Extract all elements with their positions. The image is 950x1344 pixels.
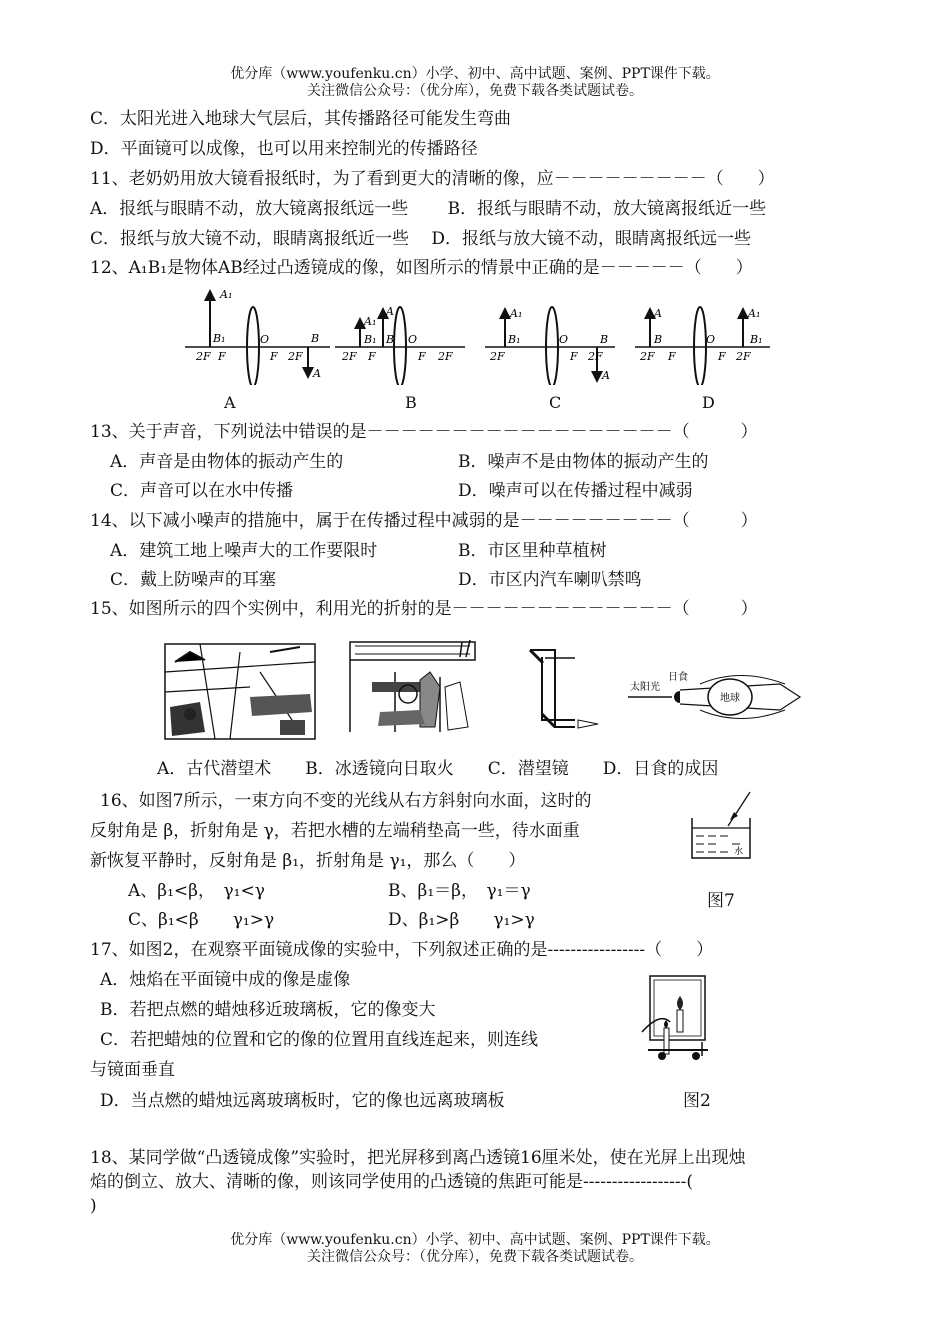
svg-text:B: B [386, 333, 395, 346]
header-line-1: 优分库（www.youfenku.cn）小学、初中、高中试题、案例、PPT课件下载。 [230, 66, 720, 82]
svg-text:2F: 2F [342, 350, 357, 363]
q10-option-d: D．平面镜可以成像，也可以用来控制光的传播路径 [90, 139, 478, 159]
lens-diagram-d [635, 307, 770, 385]
svg-text:地球: 地球 [720, 693, 740, 704]
svg-text:2F: 2F [288, 350, 303, 363]
svg-text:A: A [386, 305, 394, 318]
svg-text:B: B [311, 332, 320, 345]
periscope-diagram [530, 650, 598, 728]
svg-text:2F: 2F [588, 350, 603, 363]
q16-figure-caption: 图7 [707, 891, 735, 911]
svg-text:A: A [313, 367, 321, 380]
svg-text:B₁: B₁ [508, 333, 521, 346]
solar-eclipse-diagram [628, 670, 800, 719]
svg-text:O: O [260, 333, 270, 346]
q17-option-c-line-2: 与镜面垂直 [90, 1060, 175, 1080]
figure-7-water-tank [688, 788, 758, 863]
q14-option-a: A．建筑工地上噪声大的工作要限时 [110, 541, 378, 561]
svg-text:日食: 日食 [668, 672, 688, 683]
q16-option-b: B、β₁＝β， γ₁＝γ [388, 881, 531, 901]
q15-figures [0, 632, 950, 752]
svg-text:太阳光: 太阳光 [630, 682, 660, 693]
q14-option-d: D．市区内汽车喇叭禁鸣 [458, 570, 642, 590]
svg-text:2F: 2F [490, 350, 505, 363]
q11-options-ab: A．报纸与眼睛不动，放大镜离报纸远一些 B．报纸与眼睛不动，放大镜离报纸近一些 [90, 199, 767, 219]
q13-option-b: B．噪声不是由物体的振动产生的 [458, 452, 709, 472]
svg-text:A₁: A₁ [510, 307, 523, 320]
q12-label-b: B [405, 393, 417, 412]
svg-text:O: O [408, 333, 418, 346]
svg-text:B: B [600, 333, 609, 346]
header-line-2: 关注微信公众号：（优分库），免费下载各类试题试卷。 [307, 83, 643, 99]
q15-stem: 15、如图所示的四个实例中，利用光的折射的是－－－－－－－－－－－－－（ ） [90, 599, 758, 619]
q12-label-a: A [224, 393, 236, 412]
q15-options: A．古代潜望术 B．冰透镜向日取火 C．潜望镜 D．日食的成因 [157, 759, 719, 779]
svg-text:O: O [559, 333, 569, 346]
q14-option-c: C．戴上防噪声的耳塞 [110, 570, 277, 590]
q11-stem: 11、老奶奶用放大镜看报纸时，为了看到更大的清晰的像，应－－－－－－－－－（ ） [90, 169, 775, 189]
q18-line-1: 18、某同学做“凸透镜成像”实验时，把光屏移到离凸透镜16厘米处，使在光屏上出现烛 [90, 1148, 746, 1168]
svg-text:A₁: A₁ [748, 307, 761, 320]
svg-text:O: O [706, 333, 716, 346]
q14-stem: 14、以下减小噪声的措施中，属于在传播过程中减弱的是－－－－－－－－－（ ） [90, 511, 758, 531]
footer-line-2: 关注微信公众号：（优分库），免费下载各类试题试卷。 [307, 1249, 643, 1265]
svg-text:F: F [570, 350, 578, 363]
svg-text:F: F [718, 350, 726, 363]
q12-stem: 12、A₁B₁是物体AB经过凸透镜成的像，如图所示的情景中正确的是－－－－－（ ） [90, 258, 753, 278]
q16-option-a: A、β₁<β， γ₁<γ [128, 881, 265, 901]
svg-text:F: F [218, 350, 226, 363]
q12-lens-diagrams [0, 285, 950, 385]
q13-option-c: C．声音可以在水中传播 [110, 481, 294, 501]
q13-option-d: D．噪声可以在传播过程中减弱 [458, 481, 693, 501]
q16-line-3: 新恢复平静时，反射角是 β₁，折射角是 γ₁，那么（ ） [90, 851, 526, 871]
svg-text:2F: 2F [736, 350, 751, 363]
svg-text:2F: 2F [640, 350, 655, 363]
svg-text:水: 水 [734, 847, 744, 857]
q10-option-c: C．太阳光进入地球大气层后，其传播路径可能发生弯曲 [90, 109, 512, 129]
footer-line-1: 优分库（www.youfenku.cn）小学、初中、高中试题、案例、PPT课件下载。 [230, 1232, 720, 1248]
q14-option-b: B．市区里种草植树 [458, 541, 607, 561]
q17-option-c-line-1: C．若把蜡烛的位置和它的像的位置用直线连起来，则连线 [100, 1030, 539, 1050]
ice-lens-fire-illustration [350, 640, 475, 732]
q16-option-d: D、β₁>β γ₁>γ [388, 910, 535, 930]
svg-text:A: A [602, 369, 610, 382]
q12-label-d: D [702, 393, 715, 412]
figure-2-plane-mirror-experiment [640, 972, 715, 1072]
q17-option-a: A．烛焰在平面镜中成的像是虚像 [100, 970, 351, 990]
lens-diagram-a [185, 288, 330, 385]
q16-line-2: 反射角是 β，折射角是 γ，若把水槽的左端稍垫高一些，待水面重 [90, 821, 580, 841]
svg-text:2F: 2F [196, 350, 211, 363]
q18-line-3: ) [90, 1196, 97, 1216]
ancient-periscope-illustration [165, 644, 315, 739]
svg-text:B₁: B₁ [213, 332, 226, 345]
lens-diagram-c [485, 307, 615, 385]
q17-option-d: D．当点燃的蜡烛远离玻璃板时，它的像也远离玻璃板 [100, 1091, 505, 1111]
q17-figure-caption: 图2 [683, 1091, 711, 1111]
svg-text:2F: 2F [438, 350, 453, 363]
svg-text:F: F [368, 350, 376, 363]
svg-text:F: F [270, 350, 278, 363]
svg-text:A₁: A₁ [220, 288, 233, 301]
q18-line-2: 焰的倒立、放大、清晰的像，则该同学使用的凸透镜的焦距可能是------------------( [90, 1172, 694, 1192]
svg-text:B₁: B₁ [750, 333, 763, 346]
svg-text:B: B [654, 333, 663, 346]
q16-option-c: C、β₁<β γ₁>γ [128, 910, 275, 930]
svg-text:A: A [654, 307, 662, 320]
q16-line-1: 16、如图7所示，一束方向不变的光线从右方斜射向水面，这时的 [100, 791, 592, 811]
q17-option-b: B．若把点燃的蜡烛移近玻璃板，它的像变大 [100, 1000, 436, 1020]
svg-text:A₁: A₁ [364, 315, 377, 328]
q12-label-c: C [549, 393, 562, 412]
q13-stem: 13、关于声音，下列说法中错误的是－－－－－－－－－－－－－－－－－－（ ） [90, 422, 758, 442]
q17-stem: 17、如图2，在观察平面镜成像的实验中，下列叙述正确的是-----------------（ ） [90, 940, 714, 960]
svg-text:F: F [418, 350, 426, 363]
svg-text:B₁: B₁ [364, 333, 377, 346]
q11-options-cd: C．报纸与放大镜不动，眼睛离报纸近一些 D．报纸与放大镜不动，眼睛离报纸远一些 [90, 229, 752, 249]
svg-text:F: F [668, 350, 676, 363]
lens-diagram-b [335, 305, 465, 385]
q13-option-a: A．声音是由物体的振动产生的 [110, 452, 344, 472]
